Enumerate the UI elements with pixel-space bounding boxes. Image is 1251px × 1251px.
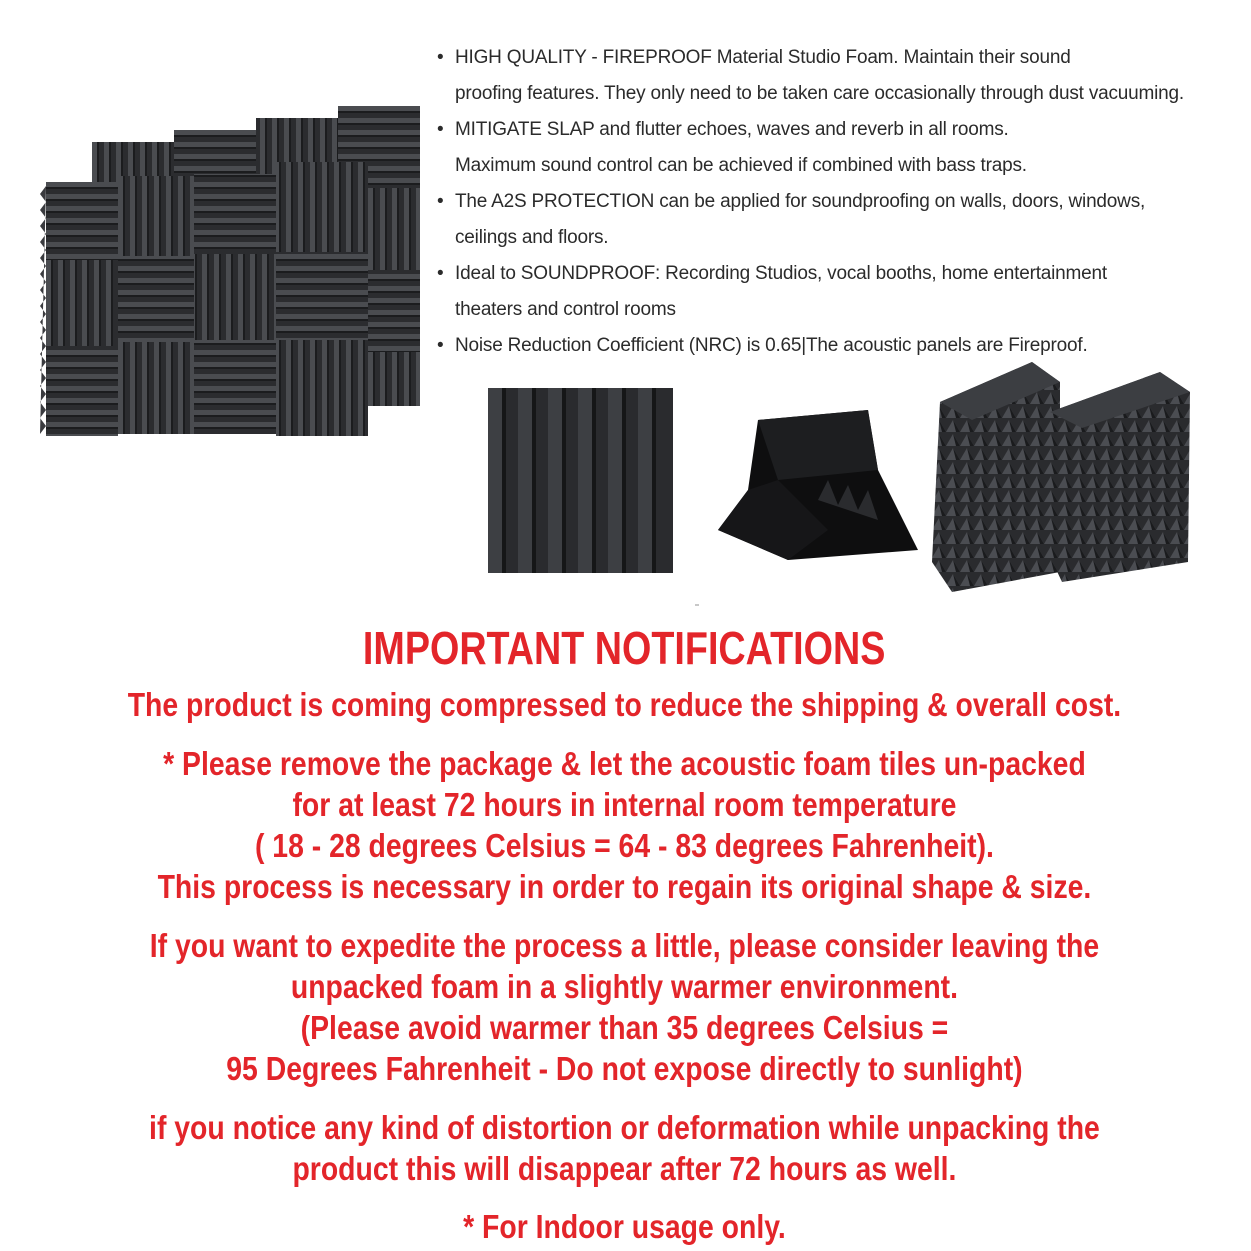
notice-line: This process is necessary in order to regain its original shape & size. — [157, 868, 1092, 905]
notice-line: unpacked foam in a slightly warmer environment. — [290, 968, 958, 1005]
stacked-tiles-image — [932, 362, 1194, 600]
notice-unpack — [87, 743, 1163, 907]
feature-text: HIGH QUALITY - FIREPROOF Material Studio Foam. Maintain their sound — [455, 47, 1071, 68]
feature-text: MITIGATE SLAP and flutter echoes, waves and reverb in all rooms. — [455, 119, 1009, 140]
bullet-icon: • — [437, 191, 444, 212]
feature-item — [437, 112, 1237, 184]
notice-line: If you want to expedite the process a little, please consider leaving the — [149, 927, 1100, 964]
feature-text: Ideal to SOUNDPROOF: Recording Studios, vocal booths, home entertainment — [455, 263, 1107, 284]
notice-line: The product is coming compressed to reduce the shipping & overall cost. — [127, 686, 1122, 723]
notice-title: IMPORTANT NOTIFICATIONS — [362, 622, 886, 674]
notice-expedite — [87, 925, 1163, 1089]
feature-text: The A2S PROTECTION can be applied for soundproofing on walls, doors, windows, — [455, 191, 1146, 212]
bullet-icon: • — [437, 119, 444, 140]
compressed-foam-image — [718, 410, 918, 560]
notice-line: ( 18 - 28 degrees Celsius = 64 - 83 degrees Fahrenheit). — [254, 827, 994, 864]
feature-text: ceilings and floors. — [455, 227, 609, 248]
notice-line: for at least 72 hours in internal room temperature — [292, 786, 957, 823]
notice-line: * Please remove the package & let the acoustic foam tiles un-packed — [163, 745, 1086, 782]
notice-line: product this will disappear after 72 hours as well. — [292, 1150, 957, 1187]
notice-line: if you notice any kind of distortion or deformation while unpacking the — [149, 1109, 1100, 1146]
notice-distortion — [87, 1107, 1163, 1189]
notice-compressed — [87, 684, 1163, 725]
foam-wall-image — [40, 106, 424, 452]
foam-tiles-front — [46, 162, 368, 436]
feature-text: theaters and control rooms — [455, 299, 676, 320]
notice-indoor — [87, 1206, 1163, 1247]
feature-text: Noise Reduction Coefficient (NRC) is 0.65|The acoustic panels are Fireproof. — [455, 335, 1088, 356]
feature-text: Maximum sound control can be achieved if combined with bass traps. — [455, 155, 1027, 176]
notice-line: * For Indoor usage only. — [463, 1208, 786, 1245]
feature-item — [437, 184, 1237, 256]
bullet-icon: • — [437, 47, 444, 68]
feature-item — [437, 328, 1237, 364]
notice-line: 95 Degrees Fahrenheit - Do not expose directly to sunlight) — [226, 1050, 1023, 1087]
feature-item — [437, 256, 1237, 328]
notice-line: (Please avoid warmer than 35 degrees Celsius = — [300, 1009, 949, 1046]
divider-mark — [695, 604, 699, 606]
wedge-tile-image — [488, 388, 673, 573]
bullet-icon: • — [437, 263, 444, 284]
feature-text: proofing features. They only need to be taken care occasionally through dust vacuuming. — [455, 83, 1184, 104]
feature-list — [437, 40, 1237, 364]
bullet-icon: • — [437, 335, 444, 356]
feature-item — [437, 40, 1237, 112]
